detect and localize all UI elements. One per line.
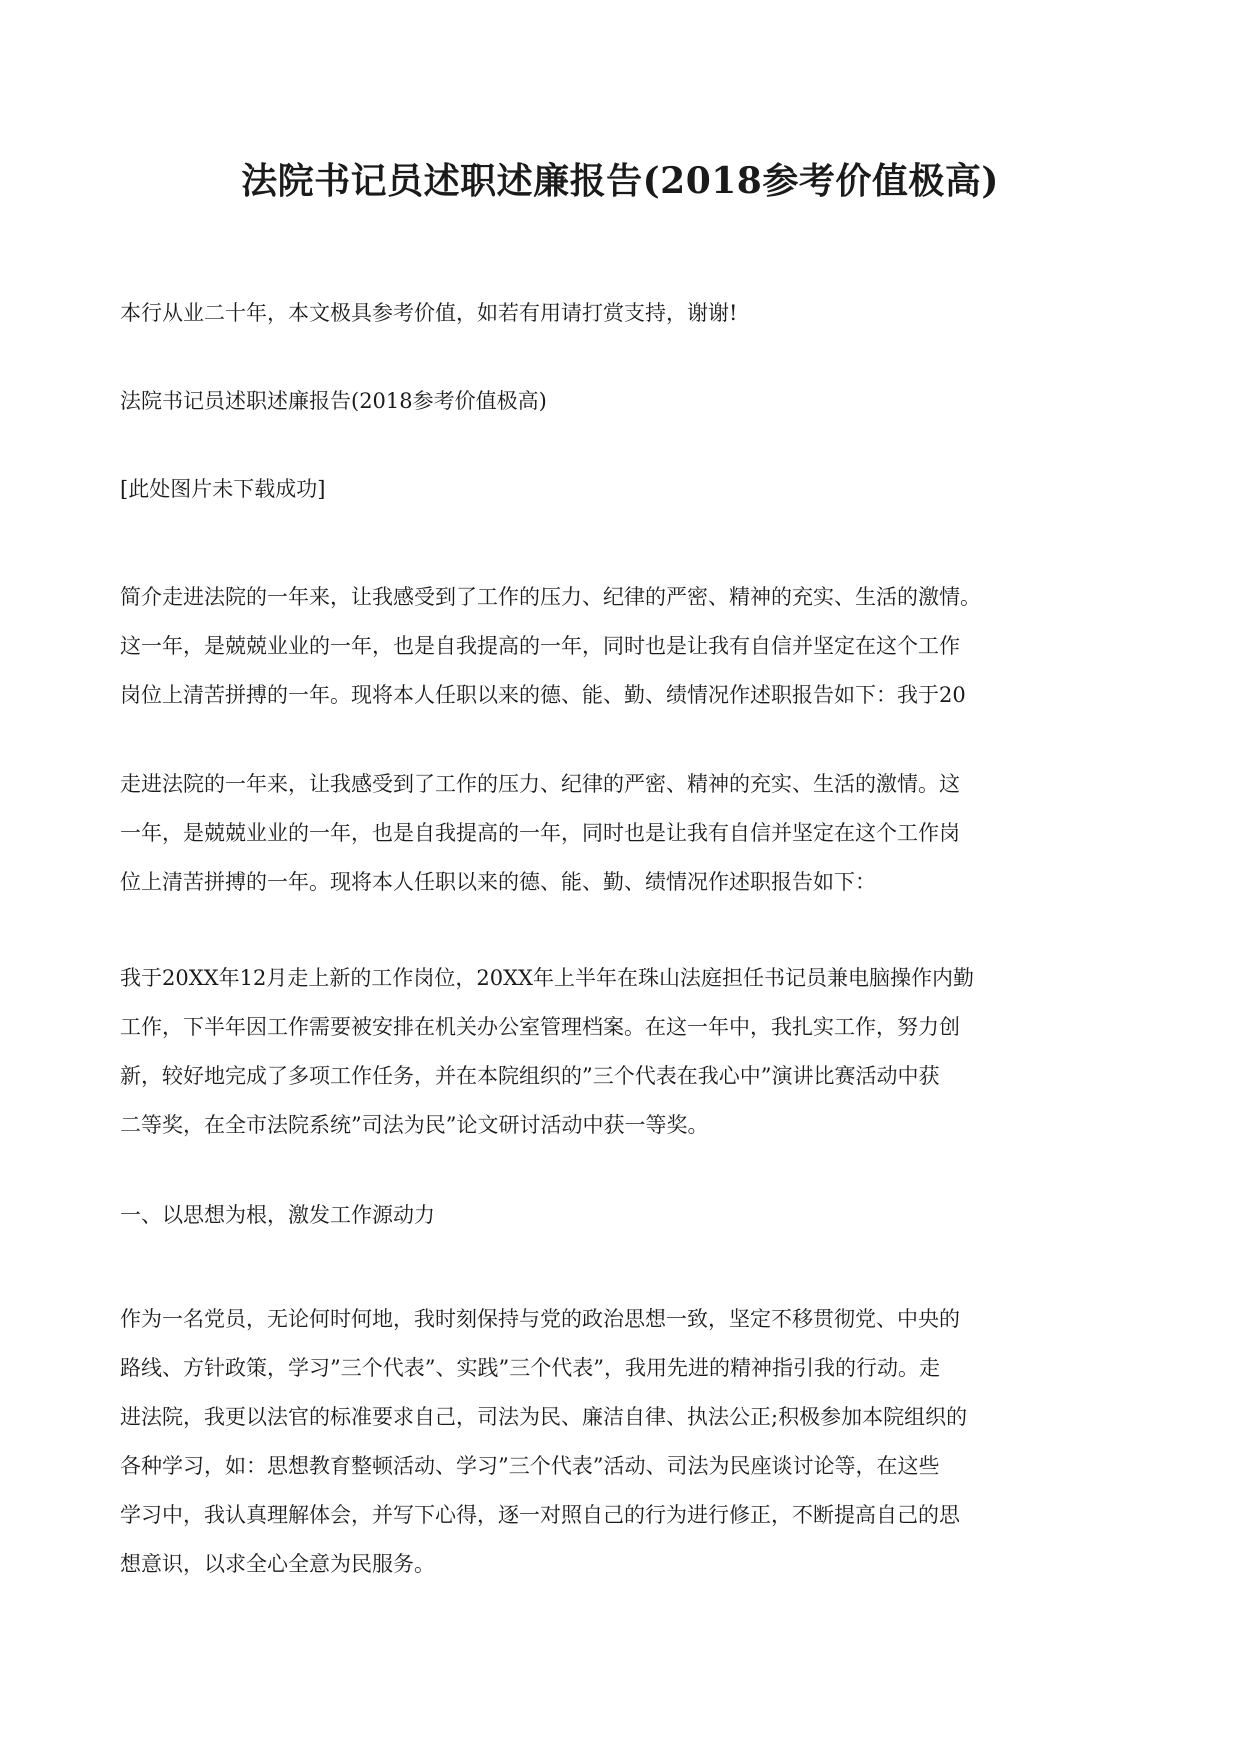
text-line: 法院书记员述职述廉报告(2018参考价值极高): [120, 389, 547, 413]
document-title: 法院书记员述职述廉报告(2018参考价值极高): [241, 160, 999, 202]
text-line: 岗位上清苦拼搏的一年。现将本人任职以来的德、能、勤、绩情况作述职报告如下：我于20: [120, 683, 966, 707]
text-line: 作为一名党员，无论何时何地，我时刻保持与党的政治思想一致，坚定不移贯彻党、中央的: [120, 1307, 960, 1331]
text-line: 各种学习，如：思想教育整顿活动、学习”三个代表”活动、司法为民座谈讨论等，在这些: [120, 1454, 940, 1478]
text-line: 一年，是兢兢业业的一年，也是自我提高的一年，同时也是让我有自信并坚定在这个工作岗: [120, 821, 960, 845]
text-line: 本行从业二十年，本文极具参考价值，如若有用请打赏支持，谢谢!: [120, 301, 738, 325]
text-line: 这一年，是兢兢业业的一年，也是自我提高的一年，同时也是让我有自信并坚定在这个工作: [120, 634, 960, 658]
text-line: [此处图片未下载成功]: [120, 477, 326, 501]
text-line: 进法院，我更以法官的标准要求自己，司法为民、廉洁自律、执法公正;积极参加本院组织的: [120, 1405, 968, 1429]
text-line: 二等奖，在全市法院系统”司法为民”论文研讨活动中获一等奖。: [120, 1113, 709, 1137]
paragraph-position-history: [120, 954, 1130, 1150]
paragraph-opening: [120, 760, 1130, 907]
text-line: 我于20XX年12月走上新的工作岗位，20XX年上半年在珠山法庭担任书记员兼电脑操作内勤: [120, 966, 974, 990]
paragraph-intro-note: [120, 289, 1130, 338]
text-line: 新，较好地完成了多项工作任务，并在本院组织的”三个代表在我心中”演讲比赛活动中获: [120, 1064, 940, 1088]
text-line: 位上清苦拼搏的一年。现将本人任职以来的德、能、勤、绩情况作述职报告如下：: [120, 870, 876, 894]
text-line: 工作，下半年因工作需要被安排在机关办公室管理档案。在这一年中，我扎实工作，努力创: [120, 1015, 960, 1039]
text-line: 一、以思想为根，激发工作源动力: [120, 1203, 435, 1227]
text-line: 想意识，以求全心全意为民服务。: [120, 1552, 435, 1576]
text-line: 学习中，我认真理解体会，并写下心得，逐一对照自己的行为进行修正，不断提高自己的思: [120, 1503, 960, 1527]
text-line: 简介走进法院的一年来，让我感受到了工作的压力、纪律的严密、精神的充实、生活的激情。: [120, 585, 981, 609]
text-line: 走进法院的一年来，让我感受到了工作的压力、纪律的严密、精神的充实、生活的激情。这: [120, 772, 960, 796]
text-line: 路线、方针政策，学习”三个代表”、实践”三个代表”，我用先进的精神指引我的行动。走: [120, 1356, 940, 1380]
section-heading-1: [120, 1191, 1130, 1240]
paragraph-image-placeholder: [120, 465, 1130, 514]
paragraph-summary: [120, 573, 1130, 720]
paragraph-subtitle: [120, 377, 1130, 426]
paragraph-ideology: [120, 1295, 1130, 1589]
